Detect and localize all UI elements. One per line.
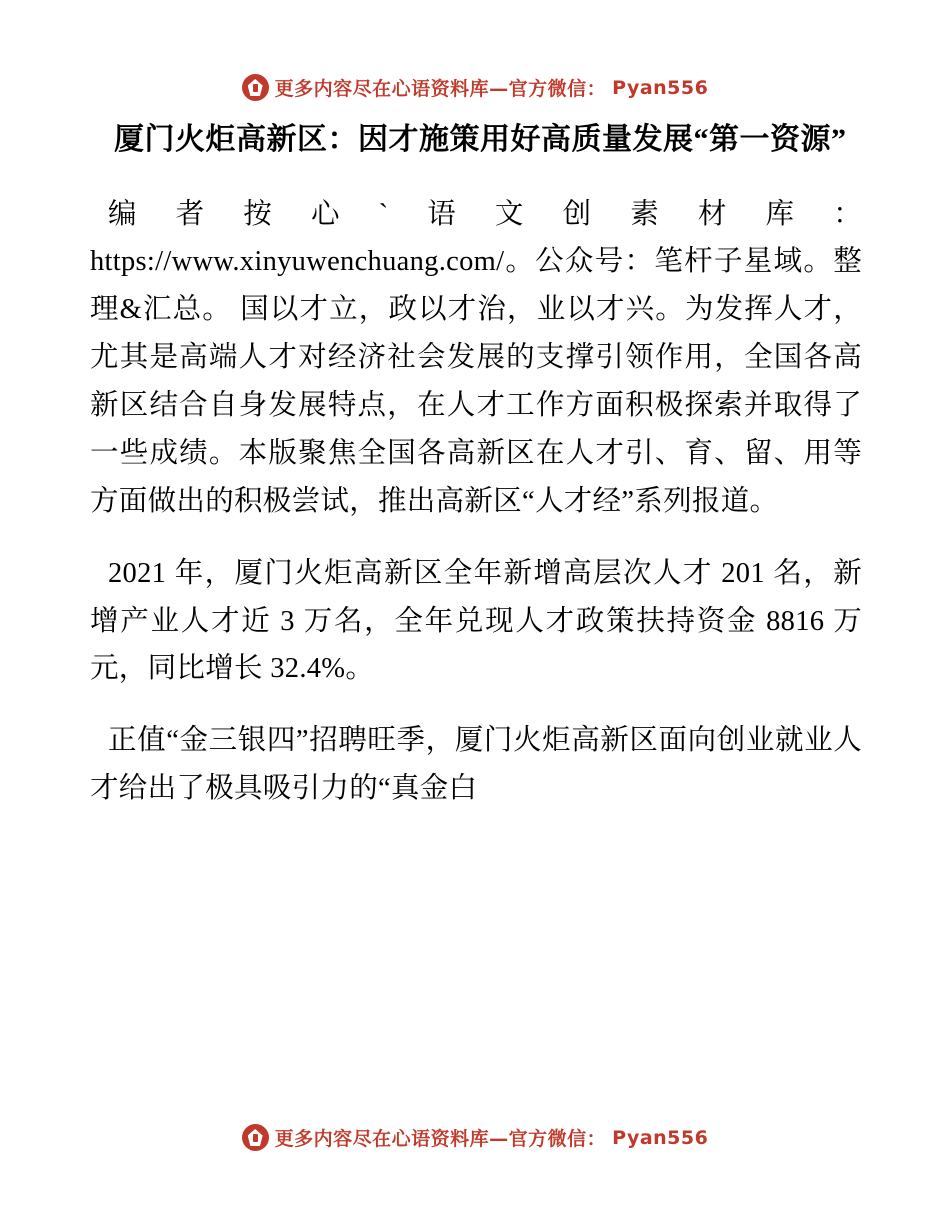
paragraph-statistics: 2021 年，厦门火炬高新区全年新增高层次人才 201 名，新增产业人才近 3 万名，全年兑现人才政策扶持资金 8816 万元，同比增长 32.4%。 — [90, 557, 862, 685]
paragraph-editor-note: 编者按心`语文创素材库：https://www.xinyuwenchuang.com/。公众号：笔杆子星域。整理&汇总。 国以才立，政以才治，业以才兴。为发挥人才，尤其是高端人才对经济社会发展的支撑引领作用，全国各高新区结合自身发展特点，在人才工作方面积极探索并取得了一些成绩。本版聚焦全国各高新区在人才引、育、留、用等方面做出的积极尝试，推出高新区“人才经”系列报道。 — [90, 198, 862, 517]
watermark-footer — [0, 1124, 950, 1151]
shield-logo-icon — [242, 74, 269, 101]
page-title: 厦门火炬高新区：因才施策用好高质量发展“第一资源” — [114, 123, 847, 156]
paragraph-recruiting-season: 正值“金三银四”招聘旺季，厦门火炬高新区面向创业就业人才给出了极具吸引力的“真金白 — [90, 725, 862, 805]
document-body — [90, 116, 862, 813]
watermark-text: 更多内容尽在心语资料库—官方微信： — [274, 1128, 607, 1150]
watermark-header — [0, 74, 950, 101]
shield-logo-icon — [242, 1124, 269, 1151]
watermark-account: Pyan556 — [612, 76, 709, 99]
watermark-account: Pyan556 — [612, 1126, 709, 1149]
watermark-text: 更多内容尽在心语资料库—官方微信： — [274, 78, 607, 100]
